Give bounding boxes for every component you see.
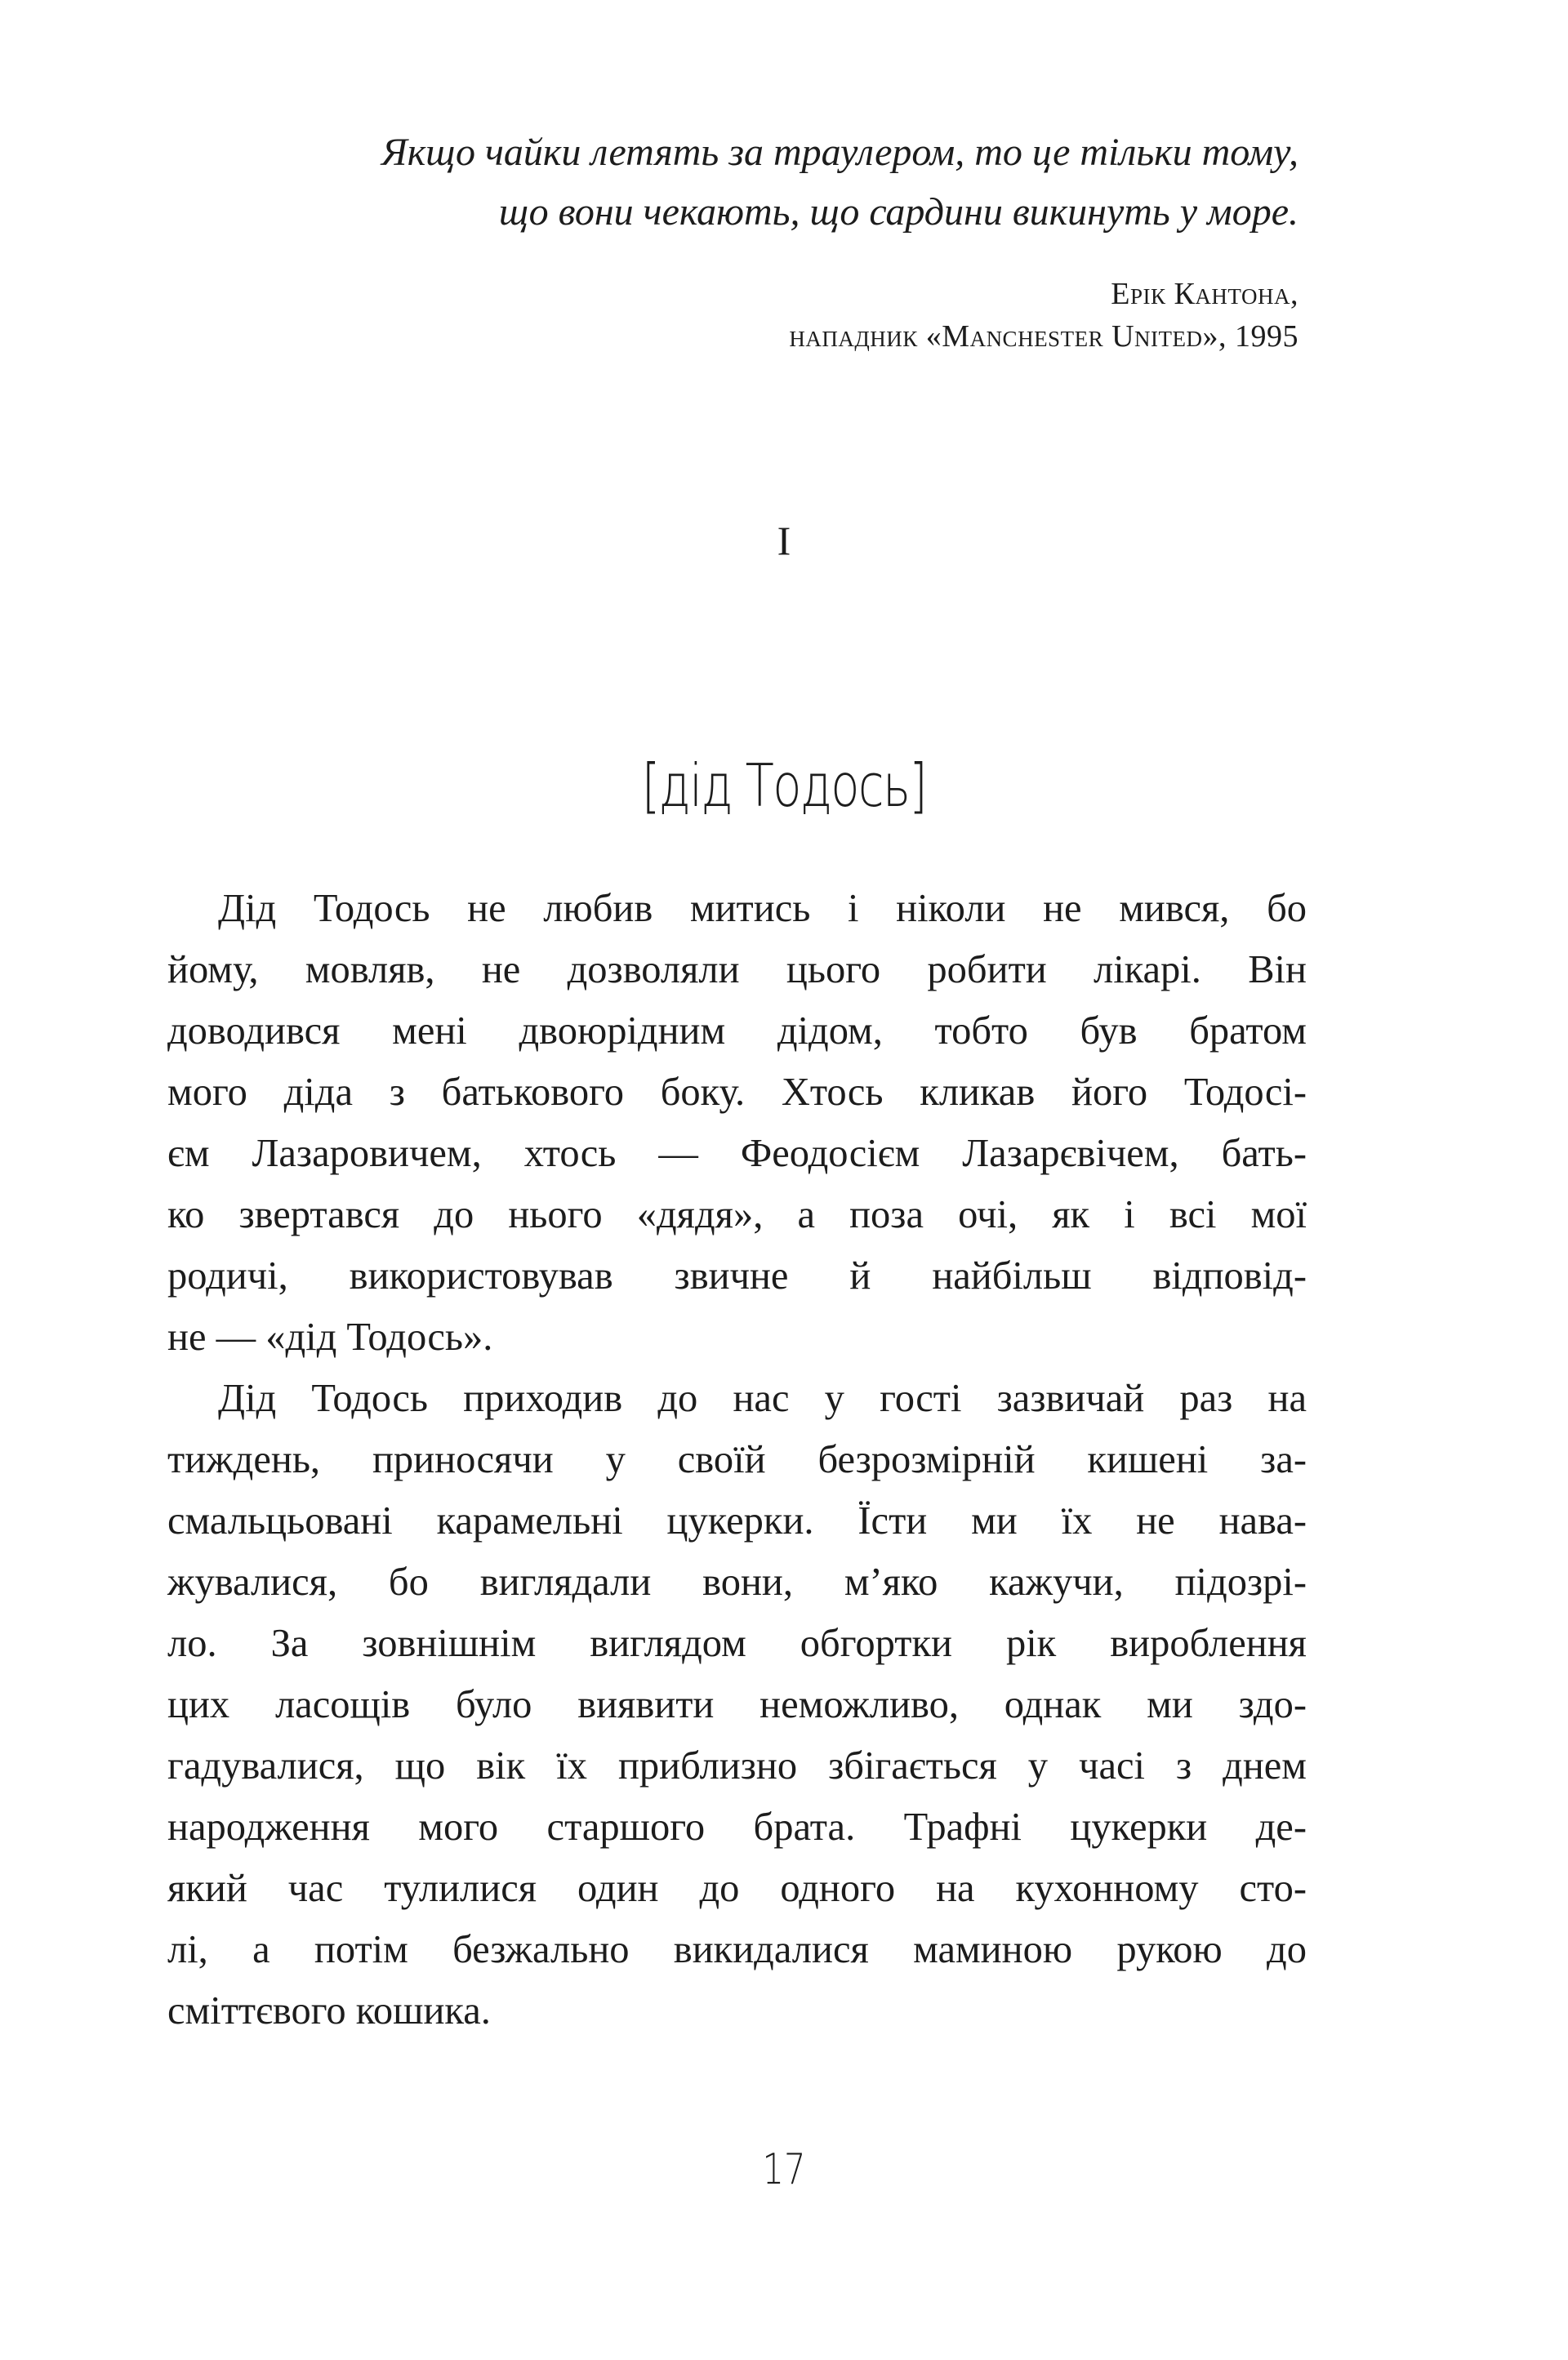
paragraph: [167, 1368, 1307, 2042]
text-line: Дід Тодось приходив до нас у гості зазвичай раз на: [218, 1377, 1307, 1420]
epigraph-line: що вони чекають, що сардини викинуть у море.: [498, 190, 1298, 234]
text-line: єм Лазаровичем, хтось — Феодосієм Лазарєвічем, бать-: [167, 1132, 1307, 1175]
text-line: лі, а потім безжально викидалися маминою рукою до: [167, 1928, 1307, 1971]
text-line: не — «дід Тодось».: [167, 1316, 493, 1359]
part-numeral: I: [777, 518, 791, 563]
chapter-title: [дід Тодось]: [641, 751, 927, 820]
text-line: цих ласощів було виявити неможливо, однак ми здо-: [167, 1683, 1307, 1726]
text-line: жувалися, бо виглядали вони, м’яко кажучи, підозрі-: [167, 1561, 1307, 1604]
paragraph: [167, 878, 1307, 1368]
epigraph-attribution: [196, 273, 1298, 358]
epigraph-line: Якщо чайки летять за траулером, то це тільки тому,: [381, 131, 1298, 174]
text-line: мого діда з батькового боку. Хтось кликав його Тодосі-: [167, 1071, 1307, 1114]
body-text: [167, 878, 1307, 2042]
text-line: родичі, використовував звичне й найбільш відповід-: [167, 1254, 1307, 1298]
text-line: доводився мені двоюрідним дідом, тобто був братом: [167, 1009, 1307, 1053]
text-line: смальцьовані карамельні цукерки. Їсти ми їх не нава-: [167, 1499, 1307, 1543]
text-line: ло. За зовнішнім виглядом обгортки рік вироблення: [167, 1622, 1307, 1665]
attribution-author: Ерік Кантона,: [1111, 277, 1298, 311]
text-line: Дід Тодось не любив митись і ніколи не мився, бо: [218, 887, 1307, 930]
text-line: сміттєвого кошика.: [167, 1989, 491, 2033]
text-line: йому, мовляв, не дозволяли цього робити лікарі. Він: [167, 948, 1307, 991]
text-line: тиждень, приносячи у своїй безрозмірній кишені за-: [167, 1438, 1307, 1481]
text-line: гадувалися, що вік їх приблизно збігається у часі з днем: [167, 1744, 1307, 1788]
text-line: народження мого старшого брата. Трафні цукерки де-: [167, 1806, 1307, 1849]
attribution-details: нападник «Manchester United», 1995: [789, 319, 1298, 354]
text-line: ко звертався до нього «дядя», а поза очі, як і всі мої: [167, 1193, 1307, 1236]
epigraph: [196, 122, 1298, 358]
page-number: 17: [762, 2145, 806, 2194]
text-line: який час тулилися один до одного на кухонному сто-: [167, 1867, 1307, 1910]
